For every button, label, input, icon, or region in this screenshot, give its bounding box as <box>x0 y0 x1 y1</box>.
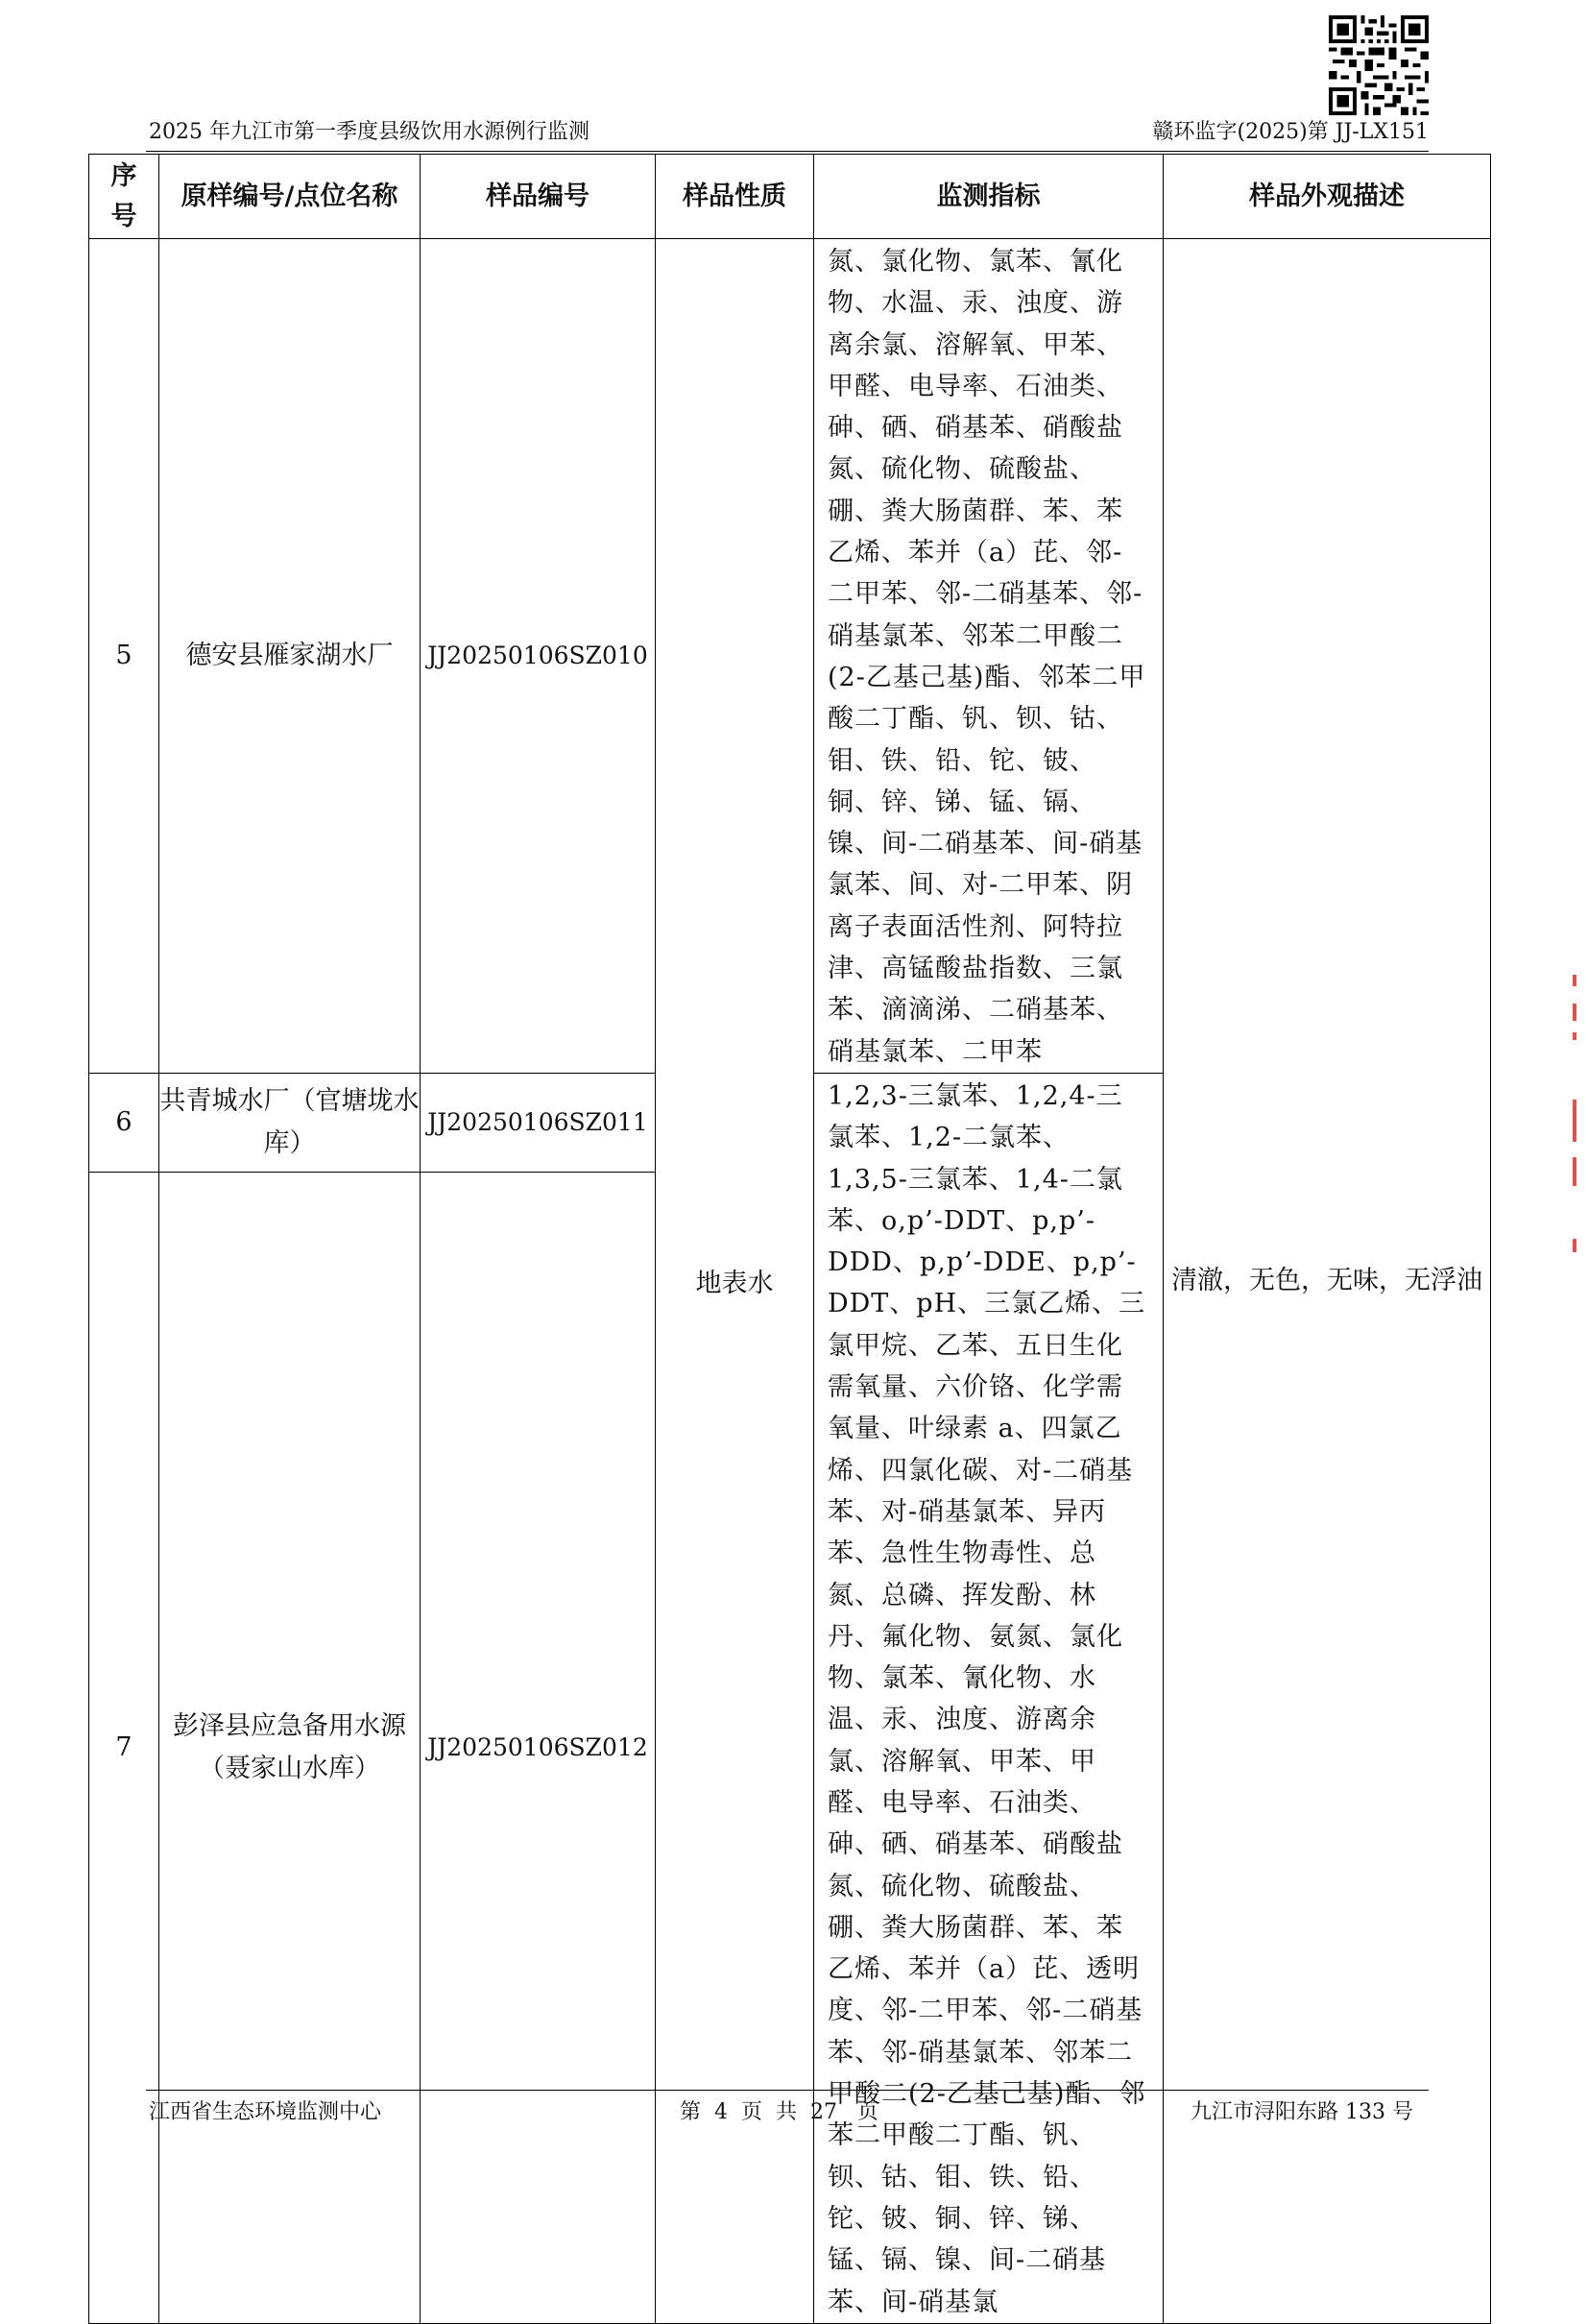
row-site: 德安县雁家湖水厂 <box>159 239 421 1074</box>
row-sample-id: JJ20250106SZ012 <box>421 1172 656 2323</box>
seal-edge-mark <box>1573 1032 1576 1040</box>
footer-org: 江西省生态环境监测中心 <box>149 2100 382 2124</box>
footer-page: 第 4 页 共 27 页 <box>680 2100 878 2124</box>
seal-edge-mark <box>1573 1239 1576 1252</box>
col-header-sample-id: 样品编号 <box>421 155 656 239</box>
footer-address: 九江市浔阳东路 133 号 <box>1191 2100 1413 2124</box>
indicators-cell-row5: 氮、氯化物、氯苯、氰化物、水温、汞、浊度、游离余氯、溶解氧、甲苯、甲醛、电导率、石油类、砷、硒、硝基苯、硝酸盐氮、硫化物、硫酸盐、硼、粪大肠菌群、苯、苯乙烯、苯并（a）芘、邻-二甲苯、邻-二硝基苯、邻-硝基氯苯、邻苯二甲酸二(2-乙基己基)酯、邻苯二甲酸二丁酯、钒、钡、钴、钼、铁、铅、铊、铍、铜、锌、锑、锰、镉、镍、间-二硝基苯、间-硝基氯苯、间、对-二甲苯、阴离子表面活性剂、阿特拉津、高锰酸盐指数、三氯苯、滴滴涕、二硝基苯、硝基氯苯、二甲苯 <box>814 239 1164 1074</box>
seal-edge-mark <box>1573 975 1576 986</box>
col-header-appearance: 样品外观描述 <box>1164 155 1491 239</box>
col-header-indicators: 监测指标 <box>814 155 1164 239</box>
seal-edge-mark <box>1573 1004 1576 1021</box>
row-no: 5 <box>89 239 159 1074</box>
seal-edge-mark <box>1573 1100 1576 1142</box>
row-sample-id: JJ20250106SZ010 <box>421 239 656 1074</box>
row-no: 6 <box>89 1073 159 1172</box>
footer-rule <box>146 2090 1429 2091</box>
col-header-site: 原样编号/点位名称 <box>159 155 421 239</box>
row-sample-id: JJ20250106SZ011 <box>421 1073 656 1172</box>
header-rule <box>146 151 1429 152</box>
seal-edge-mark <box>1573 1157 1576 1186</box>
table-row <box>89 239 1491 1074</box>
row-site: 彭泽县应急备用水源（聂家山水库） <box>159 1172 421 2323</box>
appearance-cell: 清澈，无色，无味，无浮油 <box>1164 239 1491 2324</box>
table-header-row <box>89 155 1491 239</box>
qr-code <box>1329 15 1429 115</box>
row-site: 共青城水厂（官塘垅水库） <box>159 1073 421 1172</box>
row-no: 7 <box>89 1172 159 2323</box>
sample-type-cell: 地表水 <box>656 239 814 2324</box>
qr-code-graphic <box>1329 15 1429 115</box>
indicators-cell-rows67: 1,2,3-三氯苯、1,2,4-三氯苯、1,2-二氯苯、1,3,5-三氯苯、1,4-二氯苯、o,p’-DDT、p,p’-DDD、p,p’-DDE、p,p’-DDT、pH、三氯乙烯、三氯甲烷、乙苯、五日生化需氧量、六价铬、化学需氧量、叶绿素 a、四氯乙烯、四氯化碳、对-二硝基苯、对-硝基氯苯、异丙苯、急性生物毒性、总氮、总磷、挥发酚、林丹、氟化物、氨氮、氯化物、氯苯、氰化物、水温、汞、浊度、游离余氯、溶解氧、甲苯、甲醛、电导率、石油类、砷、硒、硝基苯、硝酸盐氮、硫化物、硫酸盐、硼、粪大肠菌群、苯、苯乙烯、苯并（a）芘、透明度、邻-二甲苯、邻-二硝基苯、邻-硝基氯苯、邻苯二甲酸二(2-乙基己基)酯、邻苯二甲酸二丁酯、钒、钡、钴、钼、铁、铅、铊、铍、铜、锌、锑、锰、镉、镍、间-二硝基苯、间-硝基氯 <box>814 1073 1164 2323</box>
col-header-no: 序号 <box>89 155 159 239</box>
col-header-sample-type: 样品性质 <box>656 155 814 239</box>
report-number: 赣环监字(2025)第 JJ-LX151 <box>1152 120 1429 144</box>
report-title: 2025 年九江市第一季度县级饮用水源例行监测 <box>149 120 589 144</box>
sample-table <box>88 154 1491 2324</box>
